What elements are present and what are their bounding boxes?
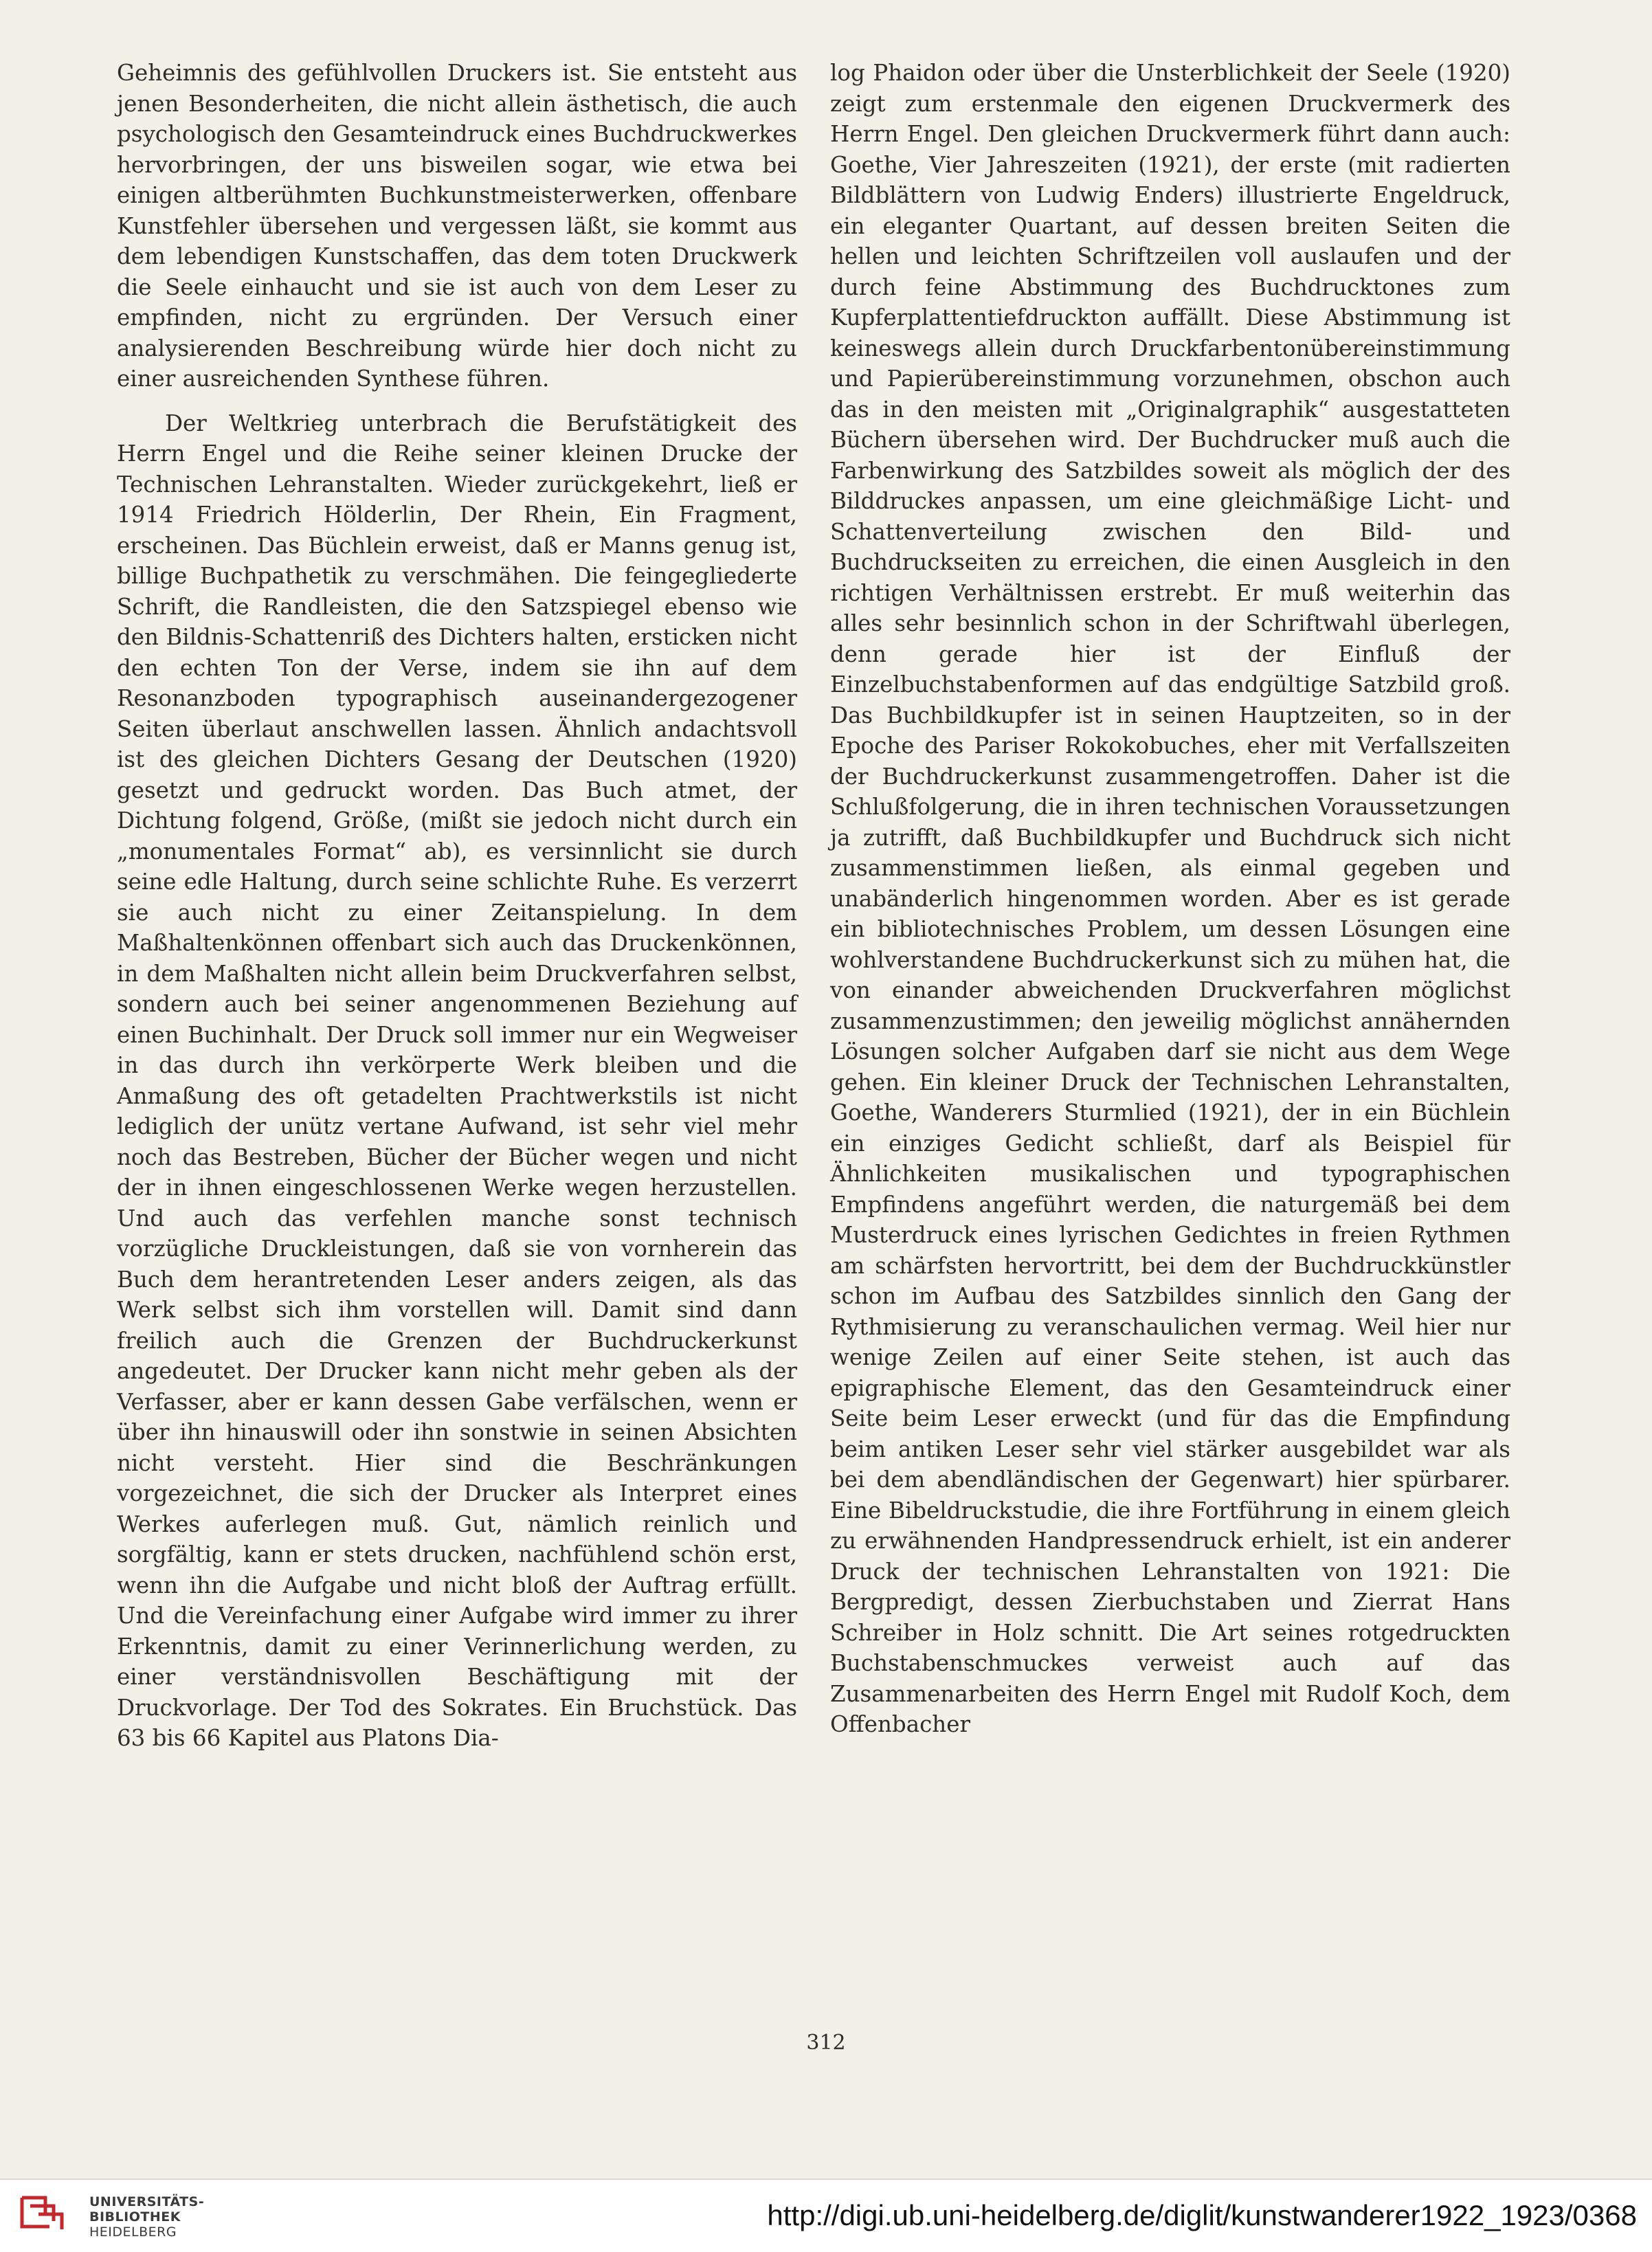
library-name	[89, 2194, 204, 2240]
permalink-url[interactable]: http://digi.ub.uni-heidelberg.de/diglit/kunstwanderer1922_1923/0368	[767, 2199, 1637, 2231]
library-name-line: BIBLIOTHEK	[89, 2209, 181, 2225]
right-text-column	[830, 58, 1510, 1740]
paragraph: Der Weltkrieg unterbrach die Berufstätigkeit des Herrn Engel und die Reihe seiner kleinen Drucke der Technischen Lehranstalten. Wieder zurückgekehrt, ließ er 1914 Friedrich Hölderlin, Der Rhein, Ein Fragment, erscheinen. Das Büchlein erweist, daß er Manns genug ist, billige Buchpathetik zu verschmähen. Die feingegliederte Schrift, die Randleisten, die den Satzspiegel ebenso wie den Bildnis-Schattenriß des Dichters halten, ersticken nicht den echten Ton der Verse, indem sie ihn auf dem Resonanzboden typographisch auseinandergezogener Seiten überlaut anschwellen lassen. Ähnlich andachtsvoll ist des gleichen Dichters Gesang der Deutschen (1920) gesetzt und gedruckt worden. Das Buch atmet, der Dichtung folgend, Größe, (mißt sie jedoch nicht durch ein „monumentales Format“ ab), es versinnlicht sie durch seine edle Haltung, durch seine schlichte Ruhe. Es verzerrt sie auch nicht zu einer Zeitanspielung. In dem Maßhaltenkönnen offenbart sich auch das Druckenkönnen, in dem Maßhalten nicht allein beim Druckverfahren selbst, sondern auch bei seiner angenommenen Beziehung auf einen Buchinhalt. Der Druck soll immer nur ein Wegweiser in das durch ihn verkörperte Werk bleiben und die Anmaßung des oft getadelten Prachtwerkstils ist nicht lediglich der unütz vertane Aufwand, ist sehr viel mehr noch das Bestreben, Bücher der Bücher wegen und nicht der in ihnen eingeschlossenen Werke wegen herzustellen. Und auch das verfehlen manche sonst technisch vorzügliche Druckleistungen, daß sie von vornherein das Buch dem herantretenden Leser anders zeigen, als das Werk selbst sich ihm vorstellen will. Damit sind dann freilich auch die Grenzen der Buchdruckerkunst angedeutet. Der Drucker kann nicht mehr geben als der Verfasser, aber er kann dessen Gabe verfälschen, wenn er über ihn hinauswill oder ihn sonstwie in seinen Absichten nicht versteht. Hier sind die Beschränkungen vorgezeichnet, die sich der Drucker als Interpret eines Werkes auferlegen muß. Gut, nämlich reinlich und sorgfältig, kann er stets drucken, nachfühlend schön erst, wenn ihn die Aufgabe und nicht bloß der Auftrag erfüllt. Und die Vereinfachung einer Aufgabe wird immer zu ihrer Erkenntnis, damit zu einer Verinnerlichung werden, zu einer verständnisvollen Beschäftigung mit der Druckvorlage. Der Tod des Sokrates. Ein Bruchstück. Das 63 bis 66 Kapitel aus Platons Dia-	[117, 410, 797, 1751]
page-number: 312	[806, 2031, 846, 2055]
library-name-line: HEIDELBERG	[89, 2225, 177, 2240]
library-logo-icon	[15, 2192, 78, 2240]
paragraph: Geheimnis des gefühlvollen Druckers ist. Sie entsteht aus jenen Besonderheiten, die nicht allein ästhetisch, die auch psychologisch den Gesamteindruck eines Buchdruckwerkes hervorbringen, der uns bisweilen sogar, wie etwa bei einigen altberühmten Buchkunstmeisterwerken, offenbare Kunstfehler übersehen und vergessen läßt, sie kommt aus dem lebendigen Kunstschaffen, das dem toten Druckwerk die Seele einhaucht und sie ist auch von dem Leser zu empfinden, nicht zu ergründen. Der Versuch einer analysierenden Beschreibung würde hier doch nicht zu einer ausreichenden Synthese führen.	[117, 60, 797, 392]
paragraph: log Phaidon oder über die Unsterblichkeit der Seele (1920) zeigt zum erstenmale den eigenen Druckvermerk des Herrn Engel. Den gleichen Druckvermerk führt dann auch: Goethe, Vier Jahreszeiten (1921), der erste (mit radierten Bildblättern von Ludwig Enders) illustrierte Engeldruck, ein eleganter Quartant, auf dessen breiten Seiten die hellen und leichten Schriftzeilen voll auslaufen und der durch feine Abstimmung des Buchdrucktones zum Kupferplattentiefdruckton auffällt. Diese Abstimmung ist keineswegs allein durch Druckfarbentonübereinstimmung und Papierübereinstimmung vorzunehmen, obschon auch das in den meisten mit „Originalgraphik“ ausgestatteten Büchern übersehen wird. Der Buchdrucker muß auch die Farbenwirkung des Satzbildes soweit als möglich der des Bilddruckes anpassen, um eine gleichmäßige Licht- und Schattenverteilung zwischen den Bild- und Buchdruckseiten zu erreichen, die einen Ausgleich in den richtigen Verhältnissen erstrebt. Er muß weiterhin das alles sehr besinnlich schon in der Schriftwahl überlegen, denn gerade hier ist der Einfluß der Einzelbuchstabenformen auf das endgültige Satzbild groß. Das Buchbildkupfer ist in seinen Hauptzeiten, so in der Epoche des Pariser Rokokobuches, eher mit Verfallszeiten der Buchdruckerkunst zusammengetroffen. Daher ist die Schlußfolgerung, die in ihren technischen Voraussetzungen ja zutrifft, daß Buchbildkupfer und Buchdruck sich nicht zusammenstimmen ließen, als einmal gegeben und unabänderlich hingenommen worden. Aber es ist gerade ein bibliotechnisches Problem, um dessen Lösungen eine wohlverstandene Buchdruckerkunst sich zu mühen hat, die von einander abweichenden Druckverfahren möglichst zusammenzustimmen; den jeweilig möglichst annähernden Lösungen solcher Aufgaben darf sie nicht aus dem Wege gehen. Ein kleiner Druck der Technischen Lehranstalten, Goethe, Wanderers Sturmlied (1921), der in ein Büchlein ein einziges Gedicht schließt, darf als Beispiel für Ähnlichkeiten musikalischen und typographischen Empfindens angeführt werden, die naturgemäß bei dem Musterdruck eines lyrischen Gedichtes in freien Rythmen am schärfsten hervortritt, bei dem der Buchdruckkünstler schon im Aufbau des Satzbildes sinnlich den Gang der Rythmisierung zu veranschaulichen vermag. Weil hier nur wenige Zeilen auf einer Seite stehen, ist auch das epigraphische Element, das den Gesamteindruck einer Seite beim Leser erweckt (und für das die Empfindung beim antiken Leser sehr viel stärker ausgebildet war als bei dem abendländischen der Gegenwart) hier spürbarer. Eine Bibeldruckstudie, die ihre Fortführung in einem gleich zu erwähnenden Handpressendruck erhielt, ist ein anderer Druck der technischen Lehranstalten von 1921: Die Bergpredigt, dessen Zierbuchstaben und Zierrat Hans Schreiber in Holz schnitt. Die Art seines rotgedruckten Buchstabenschmuckes verweist auch auf das Zusammenarbeiten des Herrn Engel mit Rudolf Koch, dem Offenbacher	[830, 60, 1510, 1737]
left-text-column	[117, 58, 797, 1754]
library-name-line: UNIVERSITÄTS-	[89, 2194, 205, 2209]
